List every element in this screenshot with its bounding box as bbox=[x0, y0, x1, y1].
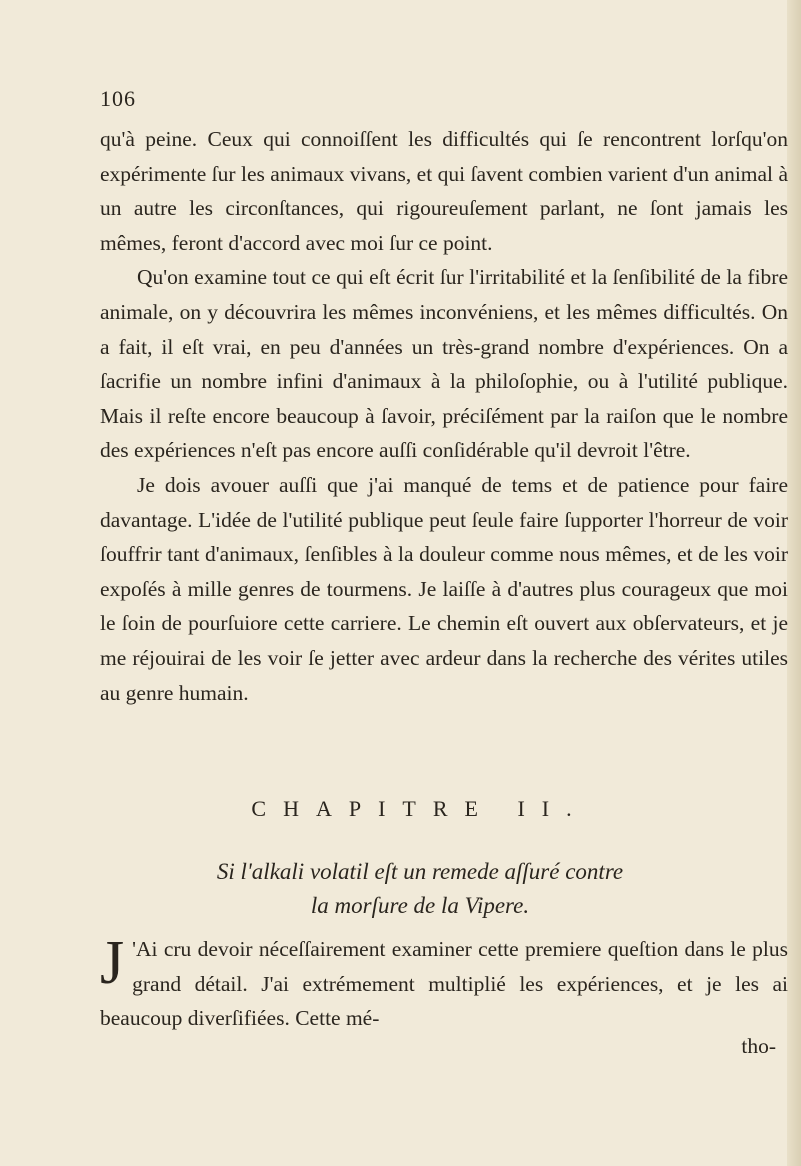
chapter-paragraph bbox=[100, 929, 788, 1036]
drop-cap: J bbox=[100, 929, 125, 997]
paragraph-continuation: qu'à peine. Ceux qui connoiſſent les difficultés qui ſe rencontrent lorſqu'on expérimente ſur les animaux vivans, et qui ſavent combien varient d'un animal à un autre les circonſtances, qui rigoureuſement parlant, ne ſont jamais les mêmes, feront d'accord avec moi ſur ce point. bbox=[100, 127, 788, 255]
paragraph-avowal: Je dois avouer auſſi que j'ai manqué de tems et de patience pour faire davantage. L'idée de l'utilité publique peut ſeule faire ſupporter l'horreur de voir ſouffrir tant d'animaux, ſenſibles à la douleur comme nous mêmes, et de les voir expoſés à mille genres de tourmens. Je laiſſe à d'autres plus courageux que moi le ſoin de pourſuiore cette carriere. Le chemin eſt ouvert aux obſervateurs, et je me réjouirai de les voir ſe jetter avec ardeur dans la recherche des vérites utiles au genre humain. bbox=[100, 472, 788, 705]
chapter-paragraph-text: 'Ai cru devoir néceſſairement examiner cette premiere queſtion dans le plus grand détail. J'ai extrémement multiplié les expériences, et je les ai beaucoup diverſifiées. Cette mé- bbox=[100, 937, 788, 1031]
chapter-subtitle-line-2: la morſure de la Vipere. bbox=[310, 893, 530, 918]
page-edge bbox=[787, 0, 801, 1166]
paragraph-irritability: Qu'on examine tout ce qui eſt écrit ſur l'irritabilité et la ſenſibilité de la fibre animale, on y découvrira les mêmes inconvéniens, et les mêmes difficultés. On a fait, il eſt vrai, en peu d'années un très-grand nombre d'expériences. On a ſacrifie un nombre infini d'animaux à la philoſophie, ou à l'utilité publique. Mais il reſte encore beaucoup à ſavoir, préciſément par la raiſon que le nombre des expériences n'eſt pas encore auſſi conſidérable qu'il devroit l'être. bbox=[100, 265, 788, 463]
body-text bbox=[100, 122, 788, 710]
catchword: tho- bbox=[741, 1034, 776, 1058]
chapter-subtitle bbox=[100, 855, 740, 923]
chapter-title: CHAPITRE II. bbox=[251, 796, 589, 821]
chapter-body-text bbox=[100, 929, 788, 1036]
page-number: 106 bbox=[100, 86, 136, 111]
chapter-subtitle-line-1: Si l'alkali volatil eſt un remede aſſuré contre bbox=[216, 859, 624, 884]
